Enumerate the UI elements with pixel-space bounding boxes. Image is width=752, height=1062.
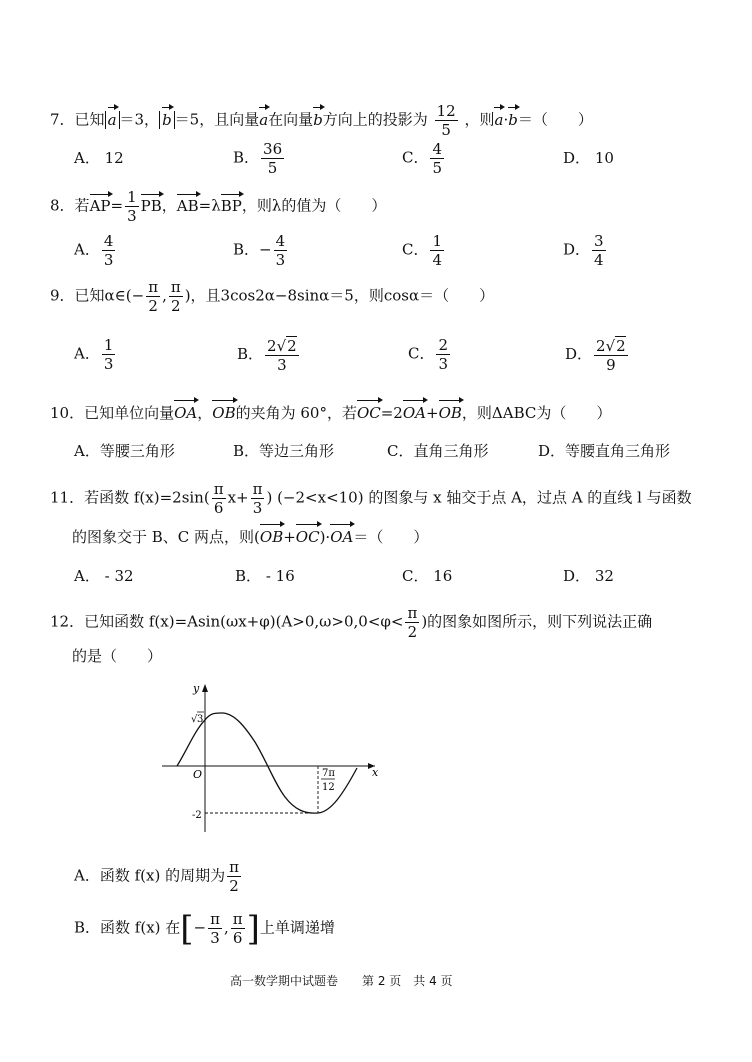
q11-stem-line1: 11．若函数 f(x)=2sin( $\frac{\pi}{6}$ x+ $\frac{\pi}{3}$ ) (−2<x<10) 的图象与 x 轴交于点 A，过点 A 的直线 l 与函数 bbox=[50, 480, 692, 517]
y-axis-arrow bbox=[202, 684, 208, 692]
x-axis-label: x bbox=[372, 766, 379, 779]
svg-text:7π: 7π bbox=[322, 768, 335, 779]
q7-projection-fraction: $\frac{12}{5}$ bbox=[436, 102, 456, 139]
q10-stem: 10．已知单位向量OA，OB的夹角为 60°，若OC=2OA+OB，则ΔABC为（ ） bbox=[50, 404, 612, 422]
q12-option-a: A．函数 f(x) 的周期为 $\frac{\pi}{2}$ bbox=[74, 858, 239, 895]
svg-text:√: √ bbox=[191, 714, 198, 725]
q11-option-d: D． 32 bbox=[563, 567, 614, 585]
q7-option-a: A． 12 bbox=[74, 149, 124, 167]
y-axis-label: y bbox=[193, 682, 200, 695]
q10-option-a: A．等腰三角形 bbox=[74, 442, 175, 460]
q7-option-d: D． 10 bbox=[563, 149, 614, 167]
sqrt3-label bbox=[191, 712, 204, 725]
q11-option-c: C． 16 bbox=[402, 567, 453, 585]
q10-option-b: B．等边三角形 bbox=[233, 442, 335, 460]
q11-option-a: A． - 32 bbox=[74, 567, 134, 585]
q8-option-a: A． $\frac{4}{3}$ bbox=[74, 232, 114, 269]
q9-option-a: A． $\frac{1}{3}$ bbox=[74, 336, 114, 373]
q12-sine-graph bbox=[155, 672, 390, 842]
x-tick-7pi-12-label bbox=[321, 768, 335, 793]
q11-option-b: B． - 16 bbox=[235, 567, 295, 585]
q9-option-d: D． $\frac{2√2}{9}$ bbox=[565, 337, 626, 374]
neg2-label: -2 bbox=[192, 810, 202, 821]
origin-label: O bbox=[193, 768, 203, 781]
q9-stem: 9．已知α∈(− $\frac{\pi}{2}$ , $\frac{\pi}{2}$ )，且3cos2α−8sinα＝5，则cosα＝（ ） bbox=[50, 278, 495, 315]
q12-option-b: B．函数 f(x) 在[− $\frac{\pi}{3}$ , $\frac{\pi}{6}$ ]上单调递增 bbox=[74, 908, 335, 949]
q7-stem: 7．已知 a ＝3， b ＝5，且向量a在向量b方向上的投影为 $\frac{12}{5}$ ，则a·b＝（ ） bbox=[50, 102, 593, 139]
q8-stem: 8．若AP= $\frac{1}{3}$ PB，AB=λBP，则λ的值为（ ） bbox=[50, 188, 387, 225]
q10-option-c: C．直角三角形 bbox=[387, 442, 489, 460]
svg-text:3: 3 bbox=[197, 714, 204, 725]
q8-option-d: D． $\frac{3}{4}$ bbox=[563, 232, 604, 269]
q9-option-c: C． $\frac{2}{3}$ bbox=[408, 336, 449, 373]
q12-stem-line2: 的是（ ） bbox=[72, 647, 163, 665]
sine-curve bbox=[177, 713, 357, 813]
q7-option-b: B． $\frac{36}{5}$ bbox=[233, 140, 283, 177]
q12-stem-line1: 12．已知函数 f(x)=Asin(ωx+φ)(A>0,ω>0,0<φ< $\frac{\pi}{2}$ )的图象如图所示，则下列说法正确 bbox=[50, 604, 653, 641]
q9-option-b: B． $\frac{2√2}{3}$ bbox=[237, 337, 297, 374]
q10-option-d: D．等腰直角三角形 bbox=[538, 442, 671, 460]
q8-option-b: B．− $\frac{4}{3}$ bbox=[233, 232, 286, 269]
q7-option-c: C． $\frac{4}{5}$ bbox=[402, 140, 443, 177]
q11-stem-line2: 的图象交于 B、C 两点，则(OB+OC)·OA＝（ ） bbox=[72, 528, 429, 546]
page-footer: 高一数学期中试题卷 第 2 页 共 4 页 bbox=[230, 974, 453, 988]
svg-text:12: 12 bbox=[322, 782, 335, 793]
q8-option-c: C． $\frac{1}{4}$ bbox=[402, 232, 443, 269]
